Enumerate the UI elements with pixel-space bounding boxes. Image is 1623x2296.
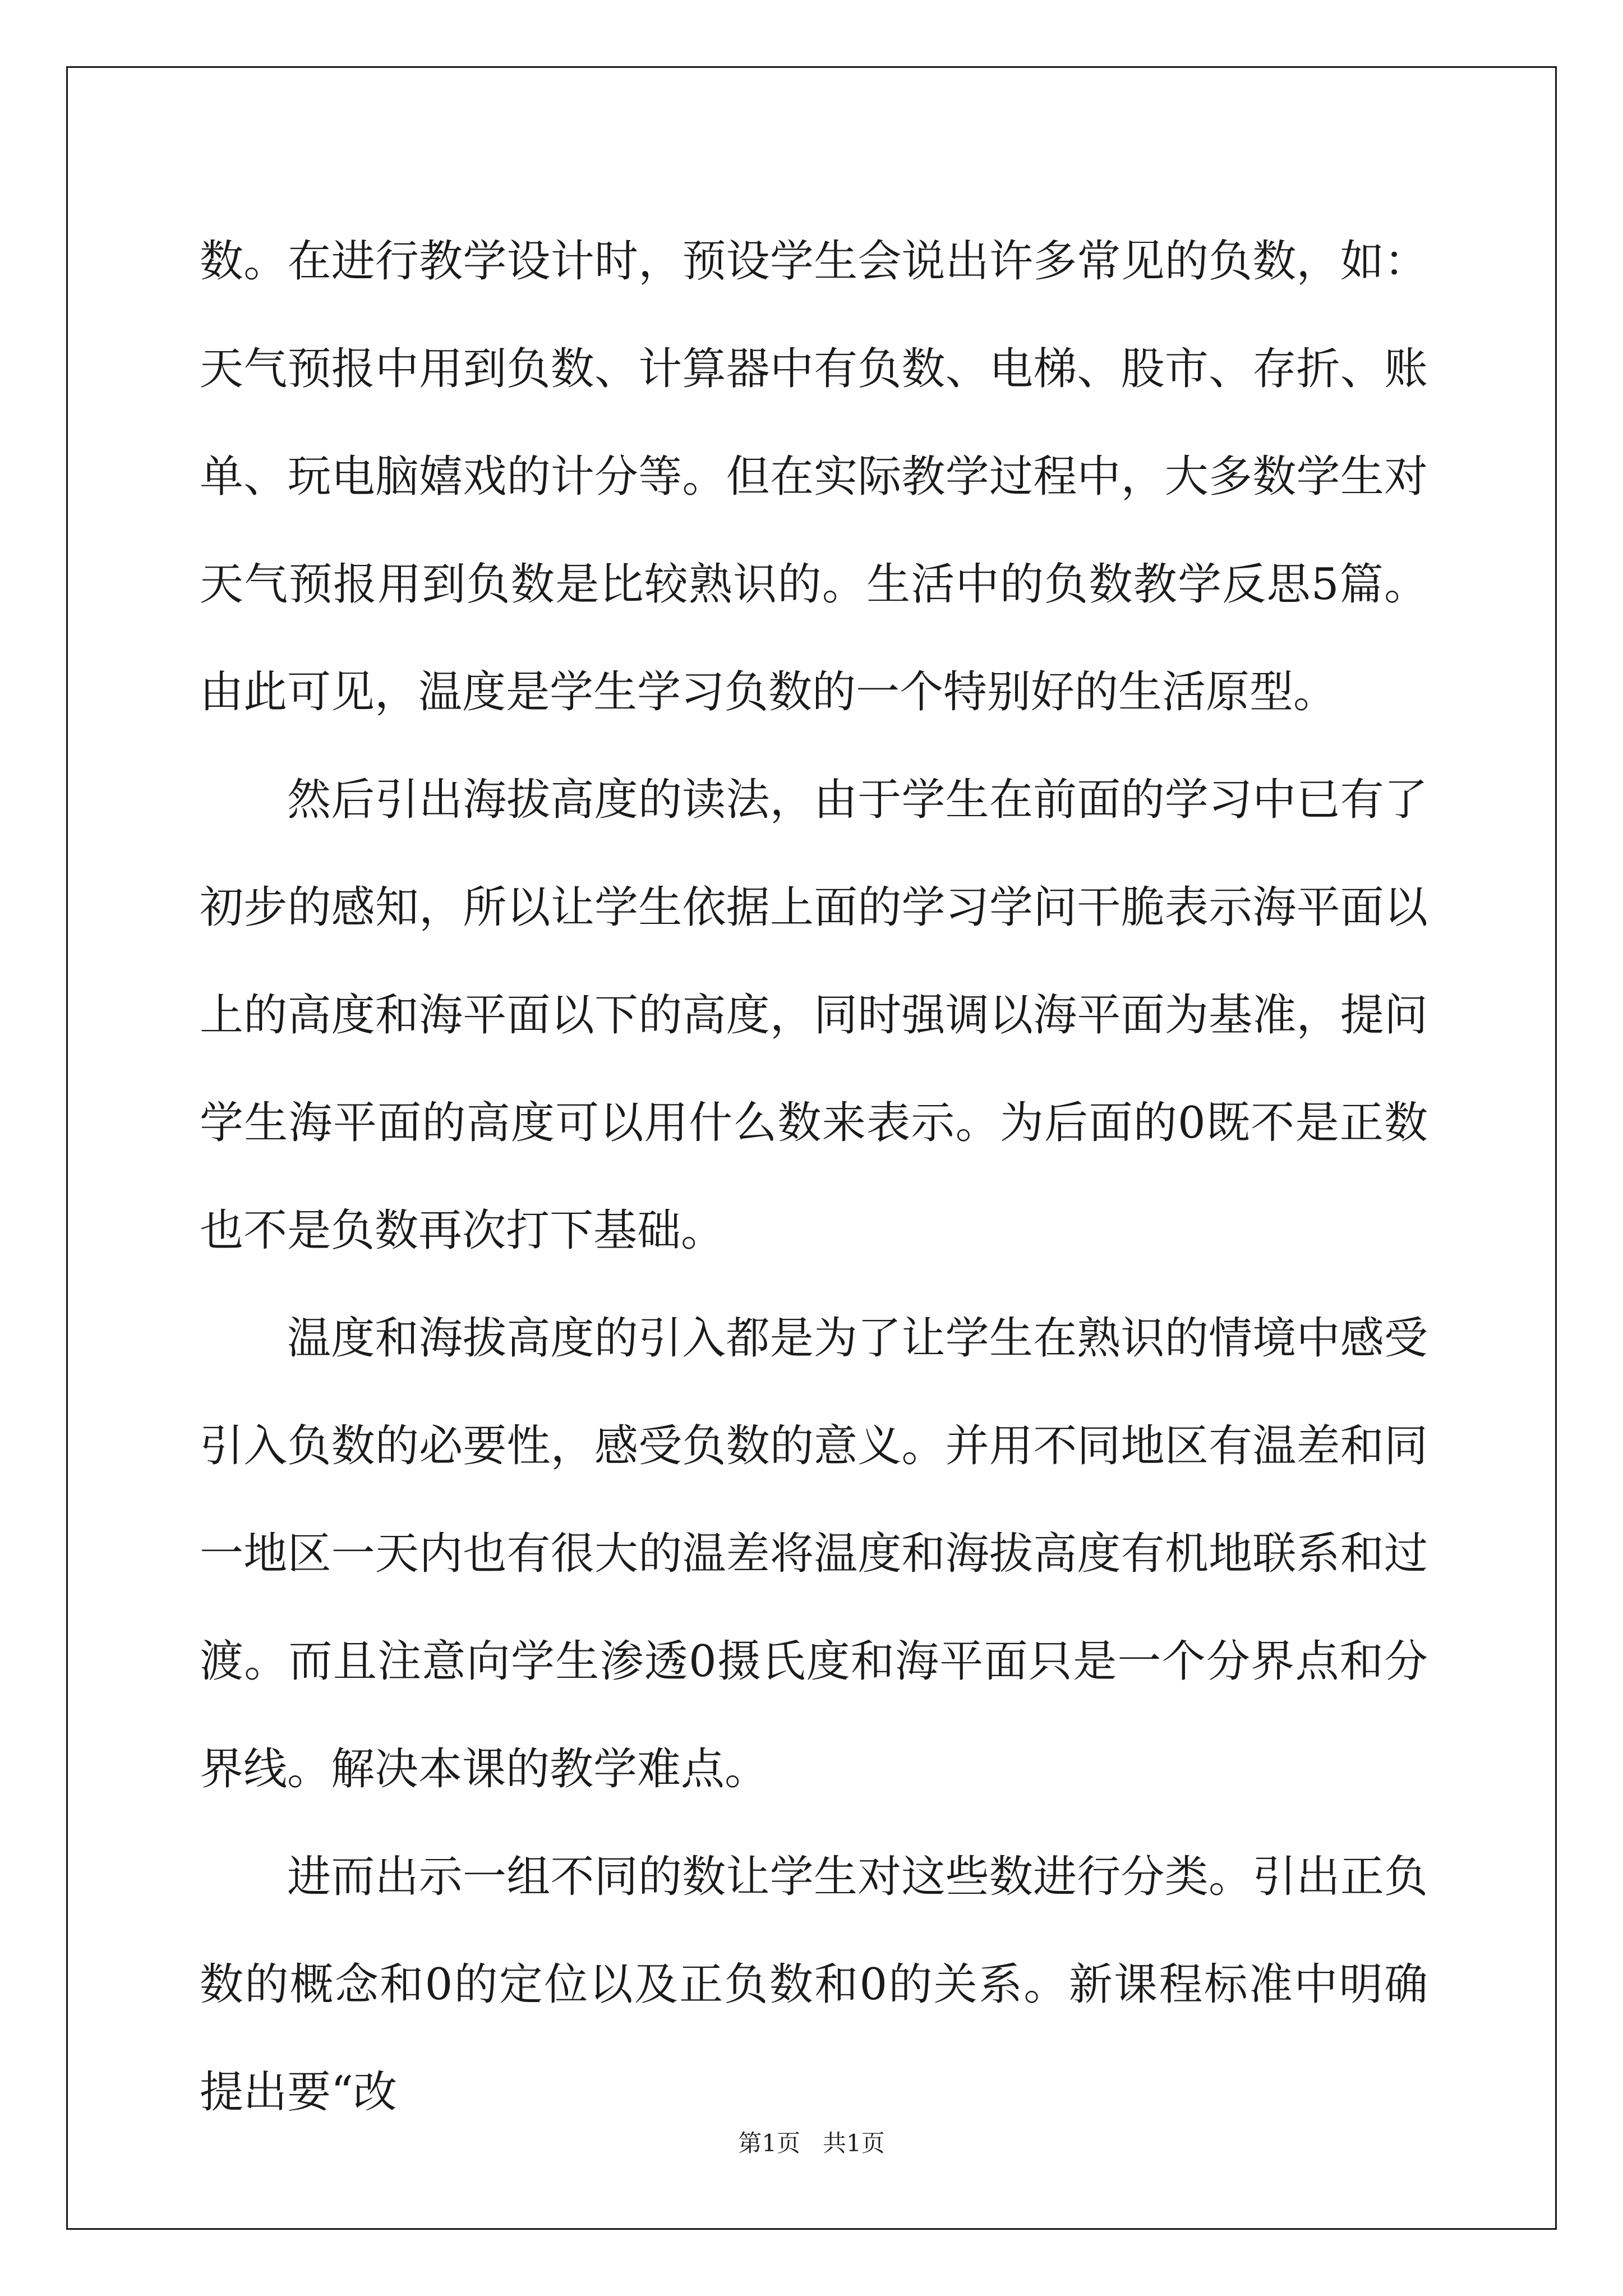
paragraph-4: 进而出示一组不同的数让学生对这些数进行分类。引出正负数的概念和0的定位以及正负数和0的关系。新课程标准中明确提出要“改	[200, 1852, 1428, 2118]
document-body	[200, 208, 1428, 2146]
paragraph-3: 温度和海拔高度的引入都是为了让学生在熟识的情境中感受引入负数的必要性，感受负数的意义。并用不同地区有温差和同一地区一天内也有很大的温差将温度和海拔高度有机地联系和过渡。而且注意向学生渗透0摄氏度和海平面只是一个分界点和分界线。解决本课的教学难点。	[200, 1313, 1428, 1795]
paragraph-1: 数。在进行教学设计时，预设学生会说出许多常见的负数，如：天气预报中用到负数、计算器中有负数、电梯、股市、存折、账单、玩电脑嬉戏的计分等。但在实际教学过程中，大多数学生对天气预报用到负数是比较熟识的。生活中的负数教学反思5篇。由此可见，温度是学生学习负数的一个特别好的生活原型。	[200, 236, 1428, 717]
page-footer: 第1页 共1页	[738, 2129, 885, 2157]
paragraph-2: 然后引出海拔高度的读法，由于学生在前面的学习中已有了初步的感知，所以让学生依据上面的学习学问干脆表示海平面以上的高度和海平面以下的高度，同时强调以海平面为基准，提问学生海平面的高度可以用什么数来表示。为后面的0既不是正数也不是负数再次打下基础。	[200, 775, 1428, 1256]
